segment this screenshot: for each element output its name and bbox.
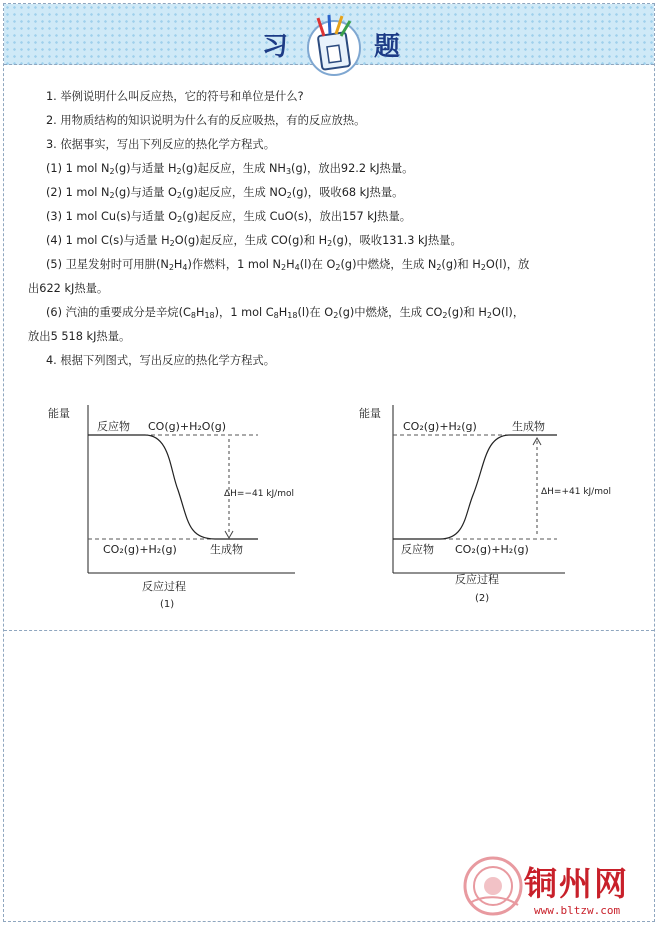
delta-h-label: ΔH=−41 kJ/mol	[224, 489, 294, 499]
question-3-4: (4) 1 mol C(s)与适量 $H_2O(g)$起反应，生成 CO(g)和 $H_2(g)$，吸收131.3 kJ热量。	[46, 234, 462, 248]
question-3-1: (1) 1 mol $N_2(g)$与适量 $H_2(g)$起反应，生成 $NH_3(g)$，放出92.2 kJ热量。	[46, 162, 414, 176]
top-left-label: CO₂(g)+H₂(g)	[403, 420, 477, 433]
question-3-2: (2) 1 mol $N_2(g)$与适量 $O_2(g)$起反应，生成 $NO_2(g)$，吸收68 kJ热量。	[46, 186, 404, 200]
bottom-left-label: CO₂(g)+H₂(g)	[103, 543, 177, 556]
x-axis-label: 反应过程	[455, 573, 499, 586]
top-right-label: CO(g)+H₂O(g)	[148, 420, 227, 433]
question-3-3: (3) 1 mol Cu(s)与适量 $O_2(g)$起反应，生成 CuO(s)，放出157 kJ热量。	[46, 210, 412, 224]
top-right-label: 生成物	[512, 420, 545, 433]
energy-curve	[393, 435, 557, 539]
question-1: 1. 举例说明什么叫反应热，它的符号和单位是什么?	[46, 90, 304, 103]
dh-arrowhead	[225, 531, 233, 538]
energy-diagram-2	[345, 395, 625, 615]
y-axis-label: 能量	[48, 407, 70, 420]
energy-curve	[88, 435, 258, 539]
section-divider	[4, 630, 654, 631]
watermark-url[interactable]: www.bltzw.com	[534, 904, 621, 917]
top-left-label: 反应物	[97, 420, 130, 433]
question-3-5: (5) 卫星发射时可用肼$(N_2H_4)$作燃料，1 mol $N_2H_4(l)$在 $O_2(g)$中燃烧，生成 $N_2(g)$和 $H_2O(l)$，放	[46, 258, 530, 272]
bottom-right-label: 生成物	[210, 543, 243, 556]
question-2: 2. 用物质结构的知识说明为什么有的反应吸热，有的反应放热。	[46, 114, 366, 127]
header-title-right: 题	[374, 32, 403, 62]
bottom-right-label: CO₂(g)+H₂(g)	[455, 543, 529, 556]
watermark-site-name: 铜州网	[524, 864, 629, 903]
exercise-header	[4, 4, 654, 65]
question-3-6-cont: 放出5 518 kJ热量。	[28, 330, 131, 343]
x-axis-label: 反应过程	[142, 580, 186, 593]
bottom-left-label: 反应物	[401, 543, 434, 556]
diagram-caption: (1)	[160, 599, 175, 610]
delta-h-label: ΔH=+41 kJ/mol	[541, 487, 611, 497]
question-4: 4. 根据下列图式，写出反应的热化学方程式。	[46, 354, 276, 367]
header-title-left: 习	[262, 32, 291, 62]
question-3-5-cont: 出622 kJ热量。	[28, 282, 109, 295]
y-axis-label: 能量	[359, 407, 381, 420]
question-3-6: (6) 汽油的重要成分是辛烷$(C_8H_{18})$，1 mol $C_8H_{18}(l)$在 $O_2(g)$中燃烧，生成 $CO_2(g)$和 $H_2O(l)$，	[46, 306, 525, 320]
question-3: 3. 依据事实，写出下列反应的热化学方程式。	[46, 138, 276, 151]
site-logo-icon	[462, 855, 524, 917]
energy-diagram-1	[40, 395, 320, 615]
diagram-caption: (2)	[475, 593, 490, 604]
pencil-cup-icon	[302, 12, 366, 78]
